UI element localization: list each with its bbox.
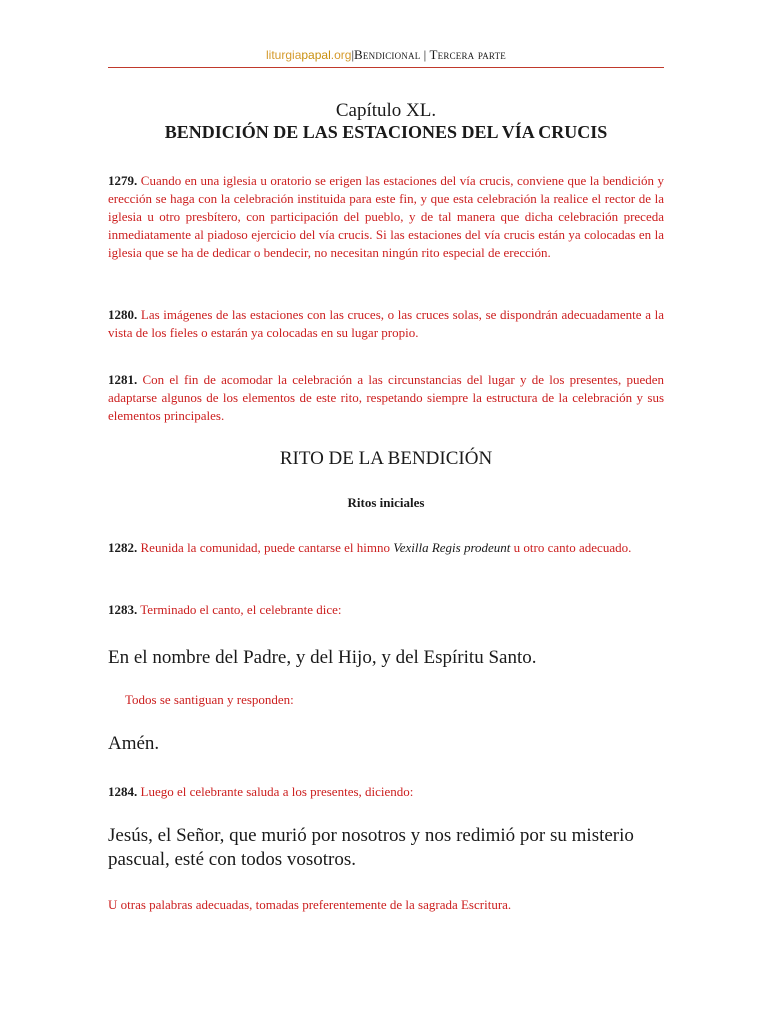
hymn-title: Vexilla Regis prodeunt (393, 540, 511, 555)
header-divider (108, 67, 664, 68)
paragraph-1284 (108, 783, 664, 801)
spoken-sign-of-cross: En el nombre del Padre, y del Hijo, y del Espíritu Santo. (108, 647, 537, 668)
paragraph-text: Terminado el canto, el celebrante dice: (137, 602, 342, 617)
header-separator: | (351, 47, 355, 62)
paragraph-number: 1282. (108, 540, 138, 555)
paragraph-number: 1279. (108, 173, 138, 188)
spoken-amen: Amén. (108, 733, 160, 754)
paragraph-text: Las imágenes de las estaciones con las cruces, o las cruces solas, se dispondrán adecuadamente a la vista de los fieles o estarán ya colocadas en su lugar propio. (108, 307, 664, 340)
site-logo-text[interactable]: liturgiapapal.org (266, 48, 352, 62)
paragraph-text: Luego el celebrante saluda a los presentes, diciendo: (137, 784, 414, 799)
header-separator: | (423, 47, 427, 62)
subsection-title: Ritos iniciales (347, 495, 425, 510)
rubric-other-words: U otras palabras adecuadas, tomadas preferentemente de la sagrada Escritura. (108, 897, 512, 912)
running-header (108, 47, 664, 63)
header-book-title: Bendicional (354, 47, 421, 62)
paragraph-1282 (108, 539, 664, 557)
spoken-greeting: Jesús, el Señor, que murió por nosotros y nos redimió por su misterio pascual, esté con todos vosotros. (108, 825, 634, 870)
chapter-number: Capítulo XL. (335, 100, 437, 121)
paragraph-text: Con el fin de acomodar la celebración a las circunstancias del lugar y de los presentes, pueden adaptarse algunos de los elementos de este rito, respetando siempre la estructura de la celebración y sus elementos principales. (108, 372, 664, 423)
paragraph-text-end: u otro canto adecuado. (510, 540, 632, 555)
paragraph-text: Reunida la comunidad, puede cantarse el himno (137, 540, 394, 555)
chapter-title: BENDICIÓN DE LAS ESTACIONES DEL VÍA CRUCIS (164, 122, 608, 142)
paragraph-1283 (108, 601, 664, 619)
paragraph-text: Cuando en una iglesia u oratorio se erigen las estaciones del vía crucis, conviene que la bendición y erección se haga con la celebración instituida para este fin, y que esta celebración la realice el rector de la iglesia u otro presbítero, con participación del pueblo, y de tal manera que dicha celebración preceda inmediatamente al piadoso ejercicio del vía crucis. Si las estaciones del vía crucis están ya colocadas en la iglesia que se ha de dedicar o bendecir, no necesitan ningún rito especial de erección. (108, 173, 664, 260)
section-title: RITO DE LA BENDICIÓN (279, 448, 493, 469)
paragraph-number: 1283. (108, 602, 138, 617)
paragraph-number: 1281. (108, 372, 138, 387)
paragraph-1280 (108, 306, 664, 342)
header-part-title: Tercera parte (429, 47, 506, 62)
rubric-response: Todos se santiguan y responden: (125, 692, 294, 707)
paragraph-number: 1280. (108, 307, 138, 322)
paragraph-1279 (108, 172, 664, 262)
paragraph-1281 (108, 371, 664, 425)
paragraph-number: 1284. (108, 784, 138, 799)
